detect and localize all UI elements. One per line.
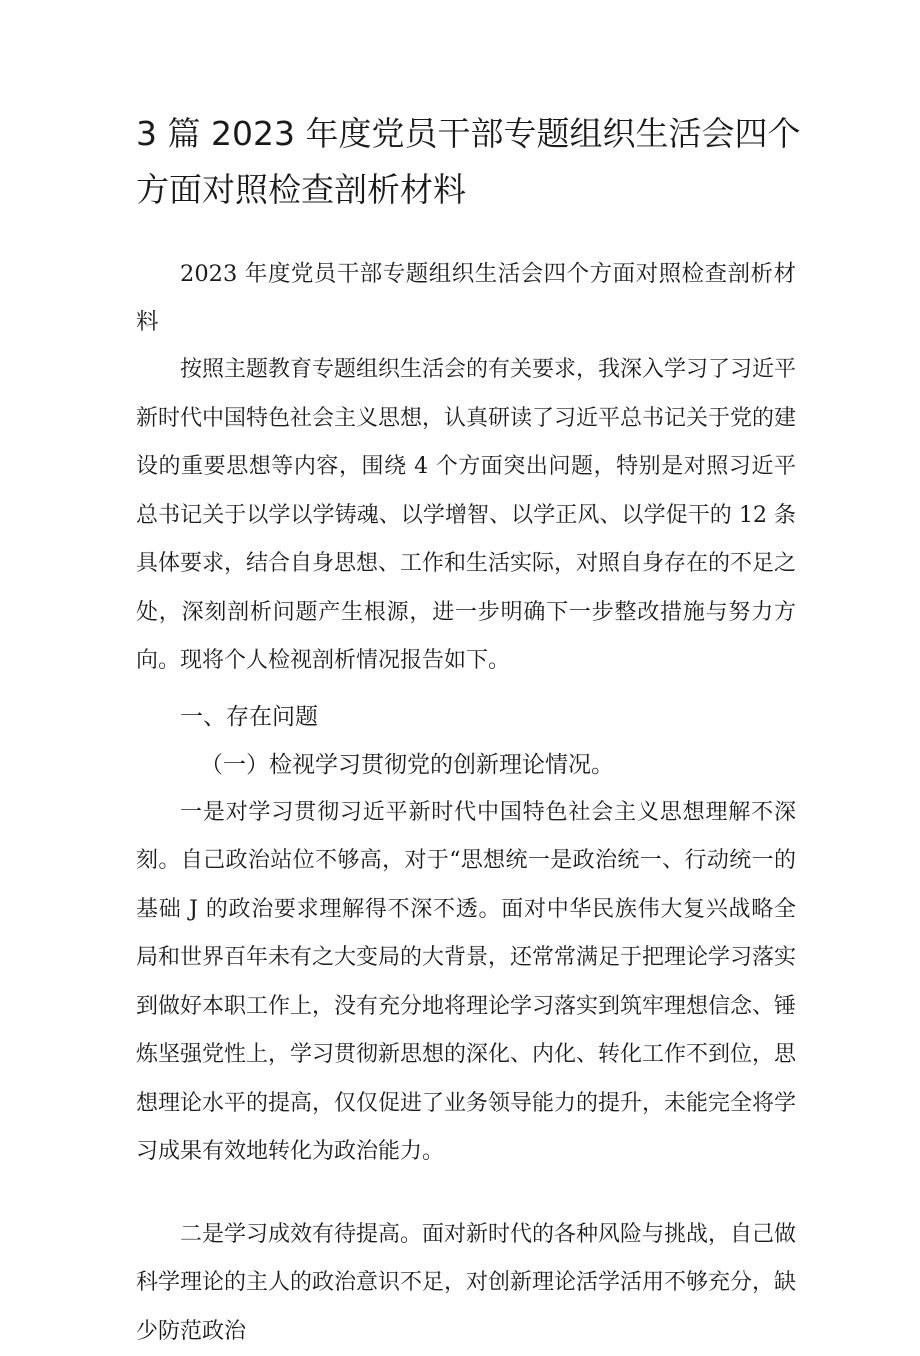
body-paragraph: 二是学习成效有待提高。面对新时代的各种风险与挑战，自己做科学理论的主人的政治意识不足，对创新理论活学活用不够充分，缺少防范政治 [136,1211,796,1356]
document-title: 3 篇 2023 年度党员干部专题组织生活会四个方面对照检查剖析材料 [136,106,816,218]
body-paragraph: 一是对学习贯彻习近平新时代中国特色社会主义思想理解不深刻。自己政治站位不够高，对于“思想统一是政治统一、行动统一的基础 J 的政治要求理解得不深不透。面对中华民族伟大复兴战略全局和世界百年未有之大变局的大背景，还常常满足于把理论学习落实到做好本职工作上，没有充分地将理论学习落实到筑牢理想信念、锤炼坚强党性上，学习贯彻新思想的深化、内化、转化工作不到位，思想理论水平的提高，仅仅促进了业务领导能力的提升，未能完全将学习成果有效地转化为政治能力。 [136,789,796,1177]
paragraph-spacer [136,1177,796,1211]
section-heading-problems: 一、存在问题 [136,693,796,741]
intro-paragraph: 按照主题教育专题组织生活会的有关要求，我深入学习了习近平新时代中国特色社会主义思想，认真研读了习近平总书记关于党的建设的重要思想等内容，围绕 4 个方面突出问题，特别是对照习近平总书记关于以学以学铸魂、以学增智、以学正风、以学促干的 12 条具体要求，结合自身思想、工作和生活实际，对照自身存在的不足之处，深刻剖析问题产生根源，进一步明确下一步整改措施与努力方向。现将个人检视剖析情况报告如下。 [136,346,796,686]
document-subtitle: 2023 年度党员干部专题组织生活会四个方面对照检查剖析材料 [136,250,796,346]
document-body [136,250,796,1356]
subsection-heading-theory: （一）检视学习贯彻党的创新理论情况。 [136,741,796,789]
